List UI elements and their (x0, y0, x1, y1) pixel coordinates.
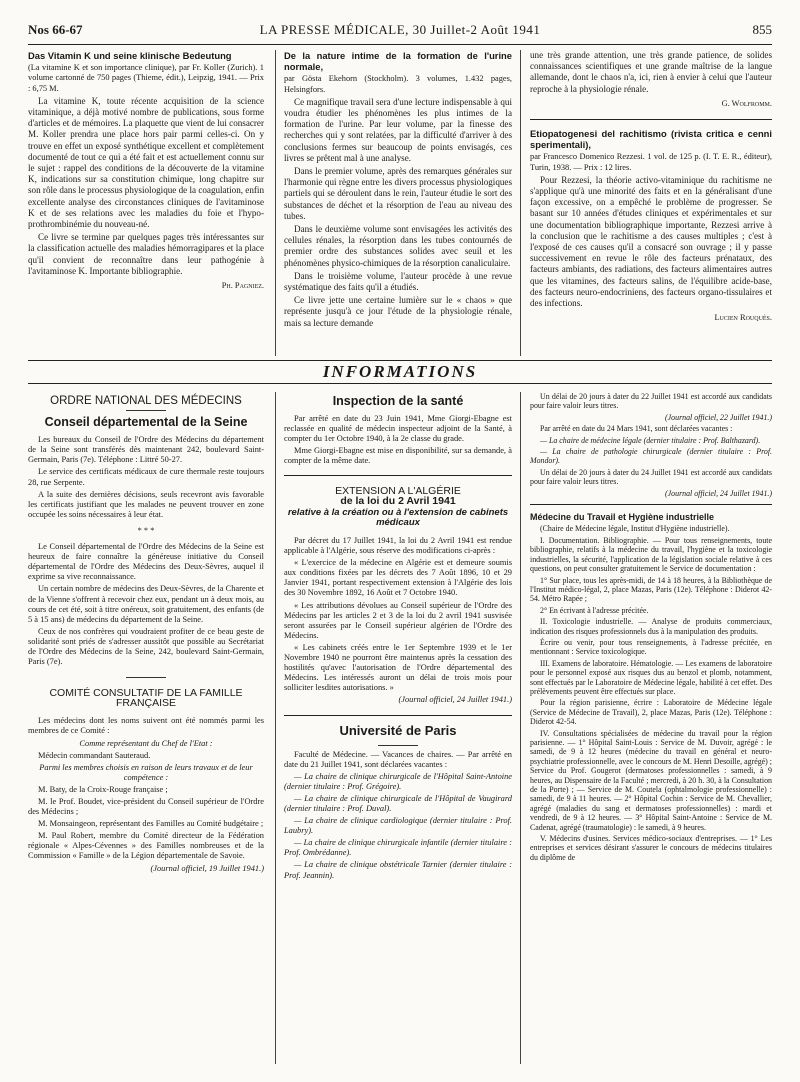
review-vitamin-k (28, 50, 264, 291)
extension-heading: EXTENSION A L'ALGÉRIE (335, 484, 461, 497)
section-rule (28, 360, 772, 361)
info-paragraph: Un délai de 20 jours à dater du 22 Juillet 1941 est accordé aux candidats pour faire valoir leurs titres. (530, 392, 772, 411)
info-paragraph: Mme Giorgi-Ebagne est mise en disponibilité, sur sa demande, à compter de la même date. (284, 446, 512, 466)
info-paragraph: — La chaire de clinique cardiologique (dernier titulaire : Prof. Laubry). (284, 816, 512, 836)
info-paragraph: Un certain nombre de médecins des Deux-Sèvres, de la Charente et de la Vienne s'offrent à recevoir chez eux, pendant un à deux mois, au cours de cet été, soit à titre onéreux, soit gratuitement, des enfants (de 5 à 15 ans) de médecins du département de la Seine. (28, 584, 264, 624)
info-paragraph: Comme représentant du Chef de l'Etat : (79, 738, 213, 748)
info-paragraph: Un délai de 20 jours à dater du 24 Juillet 1941 est accordé aux candidats pour faire valoir leurs titres. (530, 467, 772, 487)
info-paragraph: Le Conseil départemental de l'Ordre des Médecins de la Seine est heureux de faire connaître la généreuse initiative du Conseil départemental de l'Ordre des Médecins des Deux-Sèvres, auquel il exprime sa vive reconnaissance. (28, 542, 264, 582)
info-paragraph: Par décret du 17 Juillet 1941, la loi du 2 Avril 1941 est rendue applicable à l'Algérie, sous réserve des modifications ci-après : (284, 535, 512, 556)
source-note: (Journal officiel, 24 Juillet 1941.) (398, 695, 512, 705)
review-signature: G. Wolfromm. (721, 98, 772, 108)
info-paragraph: — La chaire de pathologie chirurgicale (dernier titulaire : Prof. Mondor). (530, 447, 772, 466)
review-signature: Lucien Rouquès. (714, 313, 772, 323)
source-note: (Journal officiel, 24 Juillet 1941.) (665, 488, 772, 498)
info-paragraph: II. Toxicologie industrielle. — Analyse de produits commerciaux, indication des risques professionnels dus à la manipulation des produits. (530, 617, 772, 636)
info-paragraph: M. Paul Robert, membre du Comité directeur de la Fédération régionale « Alpes-Cévennes » des Familles nombreuses et de la Commission « Famille » de la Légion départementale de Savoie. (28, 831, 264, 861)
conseil-heading: Conseil départemental de la Seine (44, 415, 248, 430)
review-paragraph: La vitamine K, toute récente acquisition de la science vitaminique, a déjà motivé nombre de publications, sous forme d'articles et de mémoires. La plaquette que vient de lui consacrer M. Koller prendra une place hors pair parmi celles-ci. On y trouve en effet un exposé synthétique excellent et complètement documenté de tout ce qui a été fait et est actuellement connu sur le sujet : rappel des conditions de la découverte de la vitamine K, indications sur sa constitution chimique, long chapitre sur son rôle dans le processus physiologique de la coagulation, enfin excellente analyse des circonstances cliniques de l'avitaminose K et de ses relations avec les maladies du foie et l'hypo-prothrombinémie du nouveau-né. (28, 95, 264, 230)
inspection-heading: Inspection de la santé (332, 394, 464, 408)
info-paragraph: 1° Sur place, tous les après-midi, de 14 à 18 heures, à la Bibliothèque de l'Institut médico-légal, 2, place Mazas, Paris (12e). Téléphone : Diderot 42-54. Métro Rapée ; (530, 575, 772, 604)
column-divider (520, 50, 521, 356)
info-paragraph: M. Baty, de la Croix-Rouge française ; (38, 784, 168, 794)
extension-subtitle: relative à la création ou à l'extension de cabinets médicaux (287, 506, 509, 528)
review-ref: par Francesco Domenico Rezzesi. 1 vol. de 125 p. (I. T. E. R., éditeur), Turin, 1938. — Prix : 12 lires. (530, 152, 772, 172)
info-paragraph: Faculté de Médecine. — Vacances de chaires. — Par arrêté en date du 21 Juillet 1941, sont déclarées vacantes : (284, 749, 512, 769)
left-column (28, 392, 264, 876)
comite-heading: COMITÉ CONSULTATIF DE LA FAMILLE FRANÇAISE (49, 687, 243, 710)
review-urine (284, 50, 512, 331)
review-rachitisme (530, 50, 772, 323)
informations-heading: INFORMATIONS (322, 362, 478, 381)
info-paragraph: M. le Prof. Boudet, vice-président du Conseil supérieur de l'Ordre des Médecins ; (28, 797, 264, 817)
header-rule (28, 44, 772, 45)
info-paragraph: Les bureaux du Conseil de l'Ordre des Médecins du département de la Seine sont transférés dès maintenant 242, boulevard Saint-Germain, Paris (7e). Téléphone : Littré 50-27. (28, 435, 264, 465)
separator-stars: * * * (137, 525, 155, 535)
review-paragraph: Ce livre se termine par quelques pages très intéressantes sur la classification actuelle des maladies hémorragipares et la place qu'il convient de reconnaître dans leur pathogénie à l'avitaminose K. Importante bibliographie. (28, 232, 264, 276)
info-paragraph: III. Examens de laboratoire. Hématologie. — Les examens de laboratoire pour le personnel exposé aux risques dus au benzol et plomb, notamment, sont effectués par le Laboratoire de Médecine légale, habilité à cet effet. Des prélèvements peuvent être effectués sur place. (530, 658, 773, 696)
info-paragraph: Parmi les membres choisis en raison de leurs travaux et de leur compétence : (39, 762, 253, 782)
review-paragraph: Dans le premier volume, après des remarques générales sur l'harmonie qui règne entre les divers processus physiologiques partiels qui se déroulent dans le rein, l'auteur étudie le sort des substances de déchet et la résorption de l'eau au niveau des tubes. (284, 166, 512, 221)
review-ref: (La vitamine K et son importance clinique), par Fr. Koller (Zurich). 1 volume cartonné de 750 pages (Thieme, édit.), Leipzig, 1941. — Prix : 6,75 M. (28, 63, 264, 93)
info-paragraph: — La chaire de clinique chirurgicale de l'Hôpital de Vaugirard (dernier titulaire : Prof. Duval). (284, 793, 512, 813)
info-paragraph: « L'exercice de la médecine en Algérie est et demeure soumis aux conditions fixées par les décrets des 7 Août 1896, 10 et 29 Janvier 1941, portant respectivement extension à l'Algérie des lois des 30 Novembre 1892, 16 Août et 7 Octobre 1940. (284, 558, 512, 598)
middle-column (284, 392, 512, 883)
info-paragraph: IV. Consultations spécialisées de médecine du travail pour la région parisienne. — 1° Hôpital Saint-Louis : Service de M. Duvoir, agrégé : le samedi, de 9 à 12 heures (médecine du travail en général et neuro-psychiatrie professionnelle, avec le concours de M. Henri Desoille, agrégé) ; Service du Prof. Gougerot (dermatoses professionnelles : samedi, à 9 heures, au Dispensaire de la Faculté ; mercredi, à 20 h. 30, à la Consultation de la Porte) ; — Service de M. Coutela (ophtalmologie professionnelle) : samedi, de 9 à 11 heures. — 2° Hôpital Cochin : Service de M. Chevallier, agrégé (maladies du sang et dermatoses professionnelles) : mardi et vendredi, de 9 à 12 heures. — 3° Hôpital Saint-Antoine : Service de M. Cadenat, agrégé (traumatologie) : le samedi, à 9 heures. (530, 728, 772, 832)
info-paragraph: Ceux de nos confrères qui voudraient profiter de ce beau geste de solidarité sont priés de s'adresser aussitôt que possible au Secrétariat de l'Ordre des Médecins de la Seine, 242, boulevard Saint-Germain, Paris (7e). (28, 626, 264, 667)
info-paragraph: A la suite des dernières décisions, seuls recevront avis favorable les certificats justifiant que les malades ne peuvent trouver en zone occupée les soins nécessaires à leur état. (28, 489, 264, 519)
info-paragraph: Par arrêté en date du 24 Mars 1941, sont déclarées vacantes : (540, 424, 733, 434)
extension-subheading: de la loi du 2 Avril 1941 (340, 494, 456, 507)
info-paragraph: Pour la région parisienne, écrire : Laboratoire de Médecine légale (Service de Médecine de Travail), 2, place Mazas, Paris (12e). Téléphone : Diderot 42-54. (530, 698, 772, 727)
info-paragraph: — La chaire de clinique chirurgicale infantile (dernier titulaire : Prof. Ombrédanne). (284, 838, 512, 858)
column-divider (275, 50, 276, 356)
review-paragraph: une très grande attention, une très grande patience, de solides connaissances scientifiques et une grande maîtrise de la langue allemande, dont le chaos n'a, ici, rien à envier à celui que l'auteur reproche à la physiologie rénale. (530, 50, 772, 94)
review-signature: Ph. Pagniez. (221, 281, 264, 291)
info-paragraph: Médecin commandant Sauteraud. (38, 750, 151, 760)
review-ref: par Gösta Ekehorn (Stockholm). 3 volumes, 1.432 pages, Helsingfors. (284, 74, 512, 94)
review-title: Das Vitamin K und seine klinische Bedeutung (28, 50, 232, 61)
info-paragraph: (Chaire de Médecine légale, Institut d'Hygiène industrielle). (540, 524, 730, 534)
issue-number: Nos 66-67 (28, 22, 83, 37)
universite-heading: Université de Paris (339, 723, 457, 739)
review-paragraph: Dans le troisième volume, l'auteur procède à une revue systématique des faits qu'il a étudiés. (284, 270, 512, 293)
review-title: Etiopatogenesi del rachitismo (rivista critica e cenni sperimentali), (530, 128, 772, 151)
section-rule (28, 383, 772, 384)
info-paragraph: Par arrêté en date du 23 Juin 1941, Mme Giorgi-Ebagne est reclassée en qualité de médecin inspecteur adjoint de la Santé, à compter du 1er Octobre 1940, à la 2e classe du grade. (284, 414, 512, 444)
page-number: 855 (752, 22, 772, 37)
column-divider (275, 392, 276, 1064)
info-paragraph: — La chaire de clinique chirurgicale de l'Hôpital Saint-Antoine (dernier titulaire : Prof. Grégoire). (284, 771, 512, 791)
review-paragraph: Dans le deuxième volume sont envisagées les activités des cellules rénales, la résorption dans les tubes contournés de premier ordre des substances solides avec seuil et les phénomènes physico-chimiques de la résorption canaliculaire. (284, 224, 512, 268)
review-paragraph: Ce magnifique travail sera d'une lecture indispensable à qui voudra étudier les phénomènes les plus intimes de la formation de l'urine. Par leur volume, par la finesse des recherches qui y sont relatées, par la difficulté d'arriver à des conclusions fermes sur beaucoup de points envisagés, ces livres se prêtent mal à une analyse. (284, 96, 512, 163)
info-paragraph: Le service des certificats médicaux de cure thermale reste toujours 28, rue Serpente. (28, 467, 264, 487)
info-paragraph: « Les cabinets créés entre le 1er Septembre 1939 et le 1er Novembre 1940 ne pourront être maintenus après la cessation des hostilités qu'avec l'autorisation de l'Ordre départemental des Médecins. Les intéressés auront un délai de trois mois pour solliciter lesdites autorisations. » (284, 642, 512, 693)
info-paragraph: I. Documentation. Bibliographie. — Pour tous renseignements, toute bibliographie, relatifs à la médecine du travail, l'hygiène et la toxicologie industrielles, la sécurité, l'application de la législation sociale relative à ces questions, on peut consulter gratuitement le Service de documentation : (530, 535, 772, 574)
info-paragraph: M. Monsaingeon, représentant des Familles au Comité budgétaire ; (38, 819, 264, 829)
info-paragraph: Les médecins dont les noms suivent ont été nommés parmi les membres de ce Comité : (28, 716, 264, 736)
info-paragraph: Écrire ou venir, pour tous renseignements, à l'adresse précitée, en mentionnant : Service toxicologique. (530, 637, 772, 657)
review-title: De la nature intime de la formation de l'urine normale, (284, 50, 512, 73)
medecine-travail-heading: Médecine du Travail et Hygiène industrielle (530, 512, 715, 523)
info-paragraph: — La chaire de médecine légale (dernier titulaire : Prof. Balthazard). (540, 435, 761, 445)
source-note: (Journal officiel, 22 Juillet 1941.) (665, 412, 772, 422)
page-header (28, 22, 772, 42)
review-paragraph: Pour Rezzesi, la théorie activo-vitaminique du rachitisme ne s'applique qu'à une minorité des faits et en la généralisant d'une façon excessive, on a empêché le problème de progresser. Se basant sur 10 années d'études cliniques et expérimentales et sur une documentation bibliographique importante, Rezzesi arrive à la conclusion que le rachitisme a des causes multiples ; c'est à l'exposé de ces causes qu'il a consacré son ouvrage ; il y passe successivement en revue le rôle des facteurs prénataux, des facteurs ambiants, des radiations, des facteurs alimentaires autres que les vitamines, des facteurs salins, de l'équilibre acide-base, des facteurs neuro-endocriniens, des facteurs organo-tissulaires et des infections. (530, 174, 772, 309)
info-paragraph: V. Médecins d'usines. Services médico-sociaux d'entreprises. — 1° Les entreprises et services désirant s'assurer le concours de médecins titulaires du diplôme de (530, 834, 772, 862)
ordre-heading: ORDRE NATIONAL DES MÉDECINS (50, 395, 242, 407)
right-column (530, 392, 772, 864)
info-paragraph: — La chaire de clinique obstétricale Tarnier (dernier titulaire : Prof. Jeannin). (284, 860, 512, 880)
review-paragraph: Ce livre jette une certaine lumière sur le « chaos » que représente jusqu'à ce jour l'étude de la physiologie rénale, mais sa lecture demande (284, 295, 512, 328)
info-paragraph: « Les attributions dévolues au Conseil supérieur de l'Ordre des Médecins par les articles 2 et 3 de la loi du 2 avril 1941 susvisée seront assurées par le Conseil supérieur algérien de l'Ordre des Médecins. (284, 600, 512, 640)
column-divider (520, 392, 521, 1064)
source-note: (Journal officiel, 19 Juillet 1941.) (150, 863, 264, 873)
info-paragraph: 2° En écrivant à l'adresse précitée. (540, 605, 649, 615)
journal-title: LA PRESSE MÉDICALE, 30 Juillet-2 Août 1941 (259, 22, 541, 37)
